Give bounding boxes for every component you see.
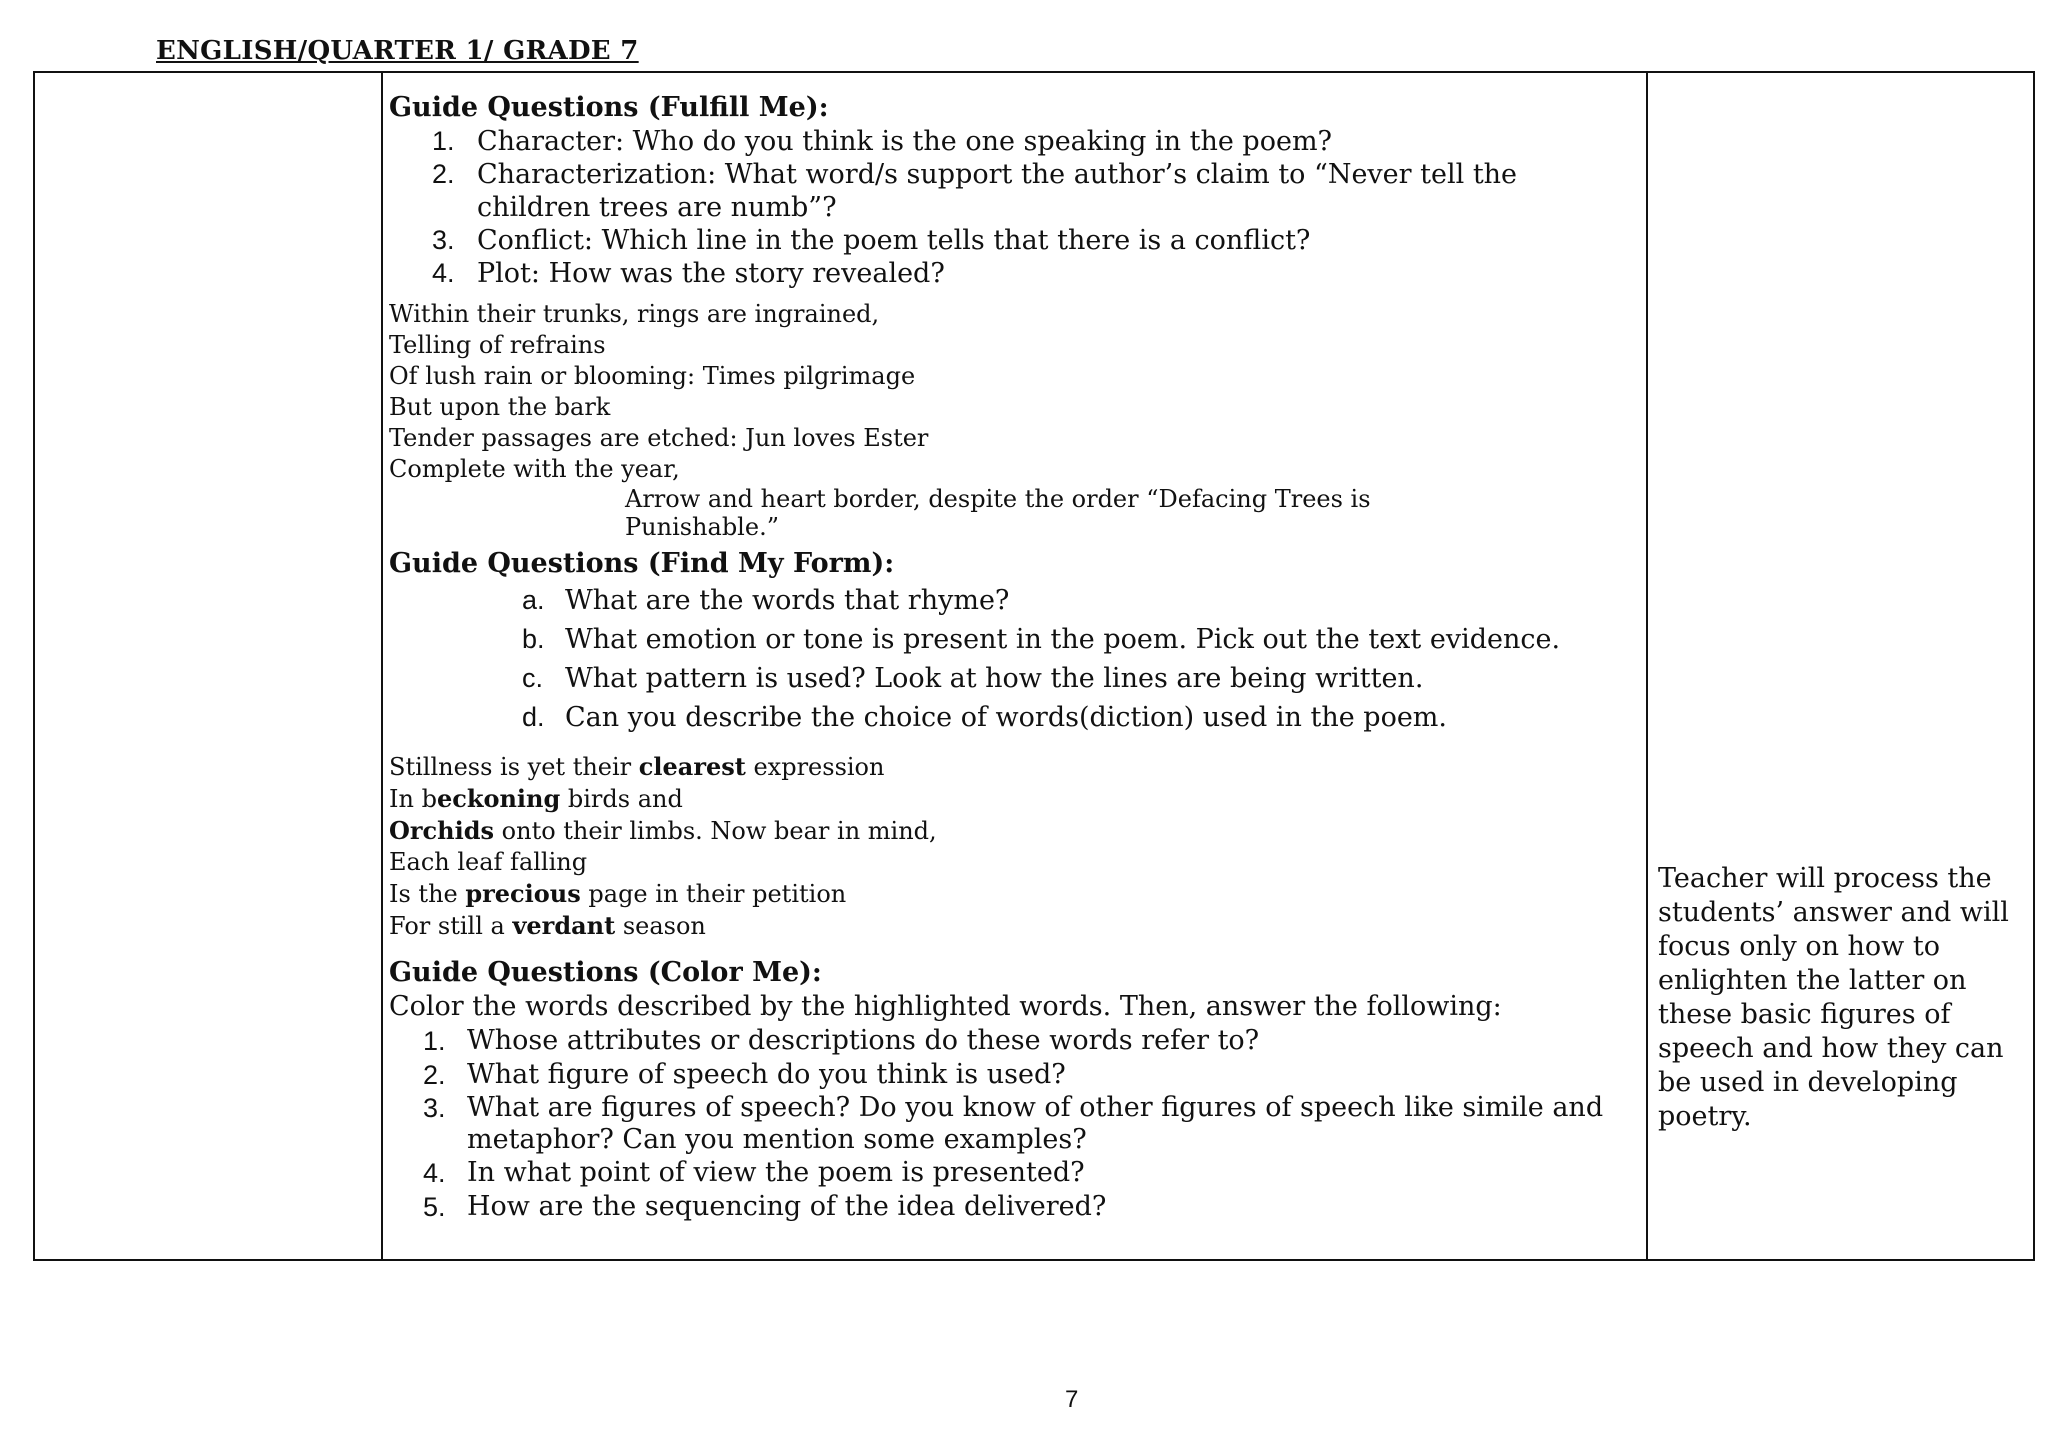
list-item: d. Can you describe the choice of words(diction) used in the poem. xyxy=(522,702,1447,733)
question-list-fulfill-me xyxy=(389,125,1629,290)
list-item: c. What pattern is used? Look at how the lines are being written. xyxy=(522,663,1424,694)
poem-line: Telling of refrains xyxy=(389,331,606,359)
poem-line: Arrow and heart border, despite the order “Defacing Trees is xyxy=(625,485,1371,513)
column-divider xyxy=(381,73,383,1259)
list-item: 3. What are figures of speech? Do you know of other figures of speech like simile and metaphor? Can you mention some examples? xyxy=(423,1092,1604,1155)
section-heading-find-my-form: Guide Questions (Find My Form): xyxy=(389,548,895,579)
poem-line: Complete with the year, xyxy=(389,455,680,483)
poem-line: Stillness is yet their clearest expression xyxy=(389,752,885,781)
list-item: 3. Conflict: Which line in the poem tells that there is a conflict? xyxy=(432,225,1311,256)
list-item: 2. What figure of speech do you think is used? xyxy=(423,1059,1066,1090)
poem-line: But upon the bark xyxy=(389,393,611,421)
poem-line: Is the precious page in their petition xyxy=(389,879,847,908)
page-number: 7 xyxy=(1065,1386,1079,1413)
list-item: 1. Character: Who do you think is the one speaking in the poem? xyxy=(432,126,1333,157)
column-divider xyxy=(1646,73,1648,1259)
list-item: a. What are the words that rhyme? xyxy=(522,585,1010,616)
poem-line: Each leaf falling xyxy=(389,848,588,876)
list-item: 4. In what point of view the poem is presented? xyxy=(423,1157,1085,1188)
poem-line: Punishable.” xyxy=(625,513,779,541)
question-list-color-me xyxy=(389,1024,1629,1224)
list-item: 4. Plot: How was the story revealed? xyxy=(432,258,945,289)
list-item: 1. Whose attributes or descriptions do these words refer to? xyxy=(423,1025,1260,1056)
poem-excerpt-1 xyxy=(389,299,1629,541)
lesson-table xyxy=(33,71,2035,1261)
list-item: 2. Characterization: What word/s support the author’s claim to “Never tell the children trees are numb”? xyxy=(432,159,1518,223)
section-heading-fulfill-me: Guide Questions (Fulfill Me): xyxy=(389,92,829,123)
poem-line: Of lush rain or blooming: Times pilgrimage xyxy=(389,362,916,390)
poem-line: In beckoning birds and xyxy=(389,784,683,813)
teacher-note: Teacher will process the students’ answer and will focus only on how to enlighten the latter on these basic figures of speech and how they can be used in developing poetry. xyxy=(1658,863,2009,1132)
list-item: b. What emotion or tone is present in the poem. Pick out the text evidence. xyxy=(522,624,1561,655)
poem-line: Tender passages are etched: Jun loves Ester xyxy=(389,424,929,452)
poem-line: For still a verdant season xyxy=(389,911,706,940)
document-header: ENGLISH/QUARTER 1/ GRADE 7 xyxy=(156,36,639,66)
section-heading-color-me: Guide Questions (Color Me): xyxy=(389,957,822,988)
poem-line: Within their trunks, rings are ingrained, xyxy=(389,300,880,328)
list-item: 5. How are the sequencing of the idea delivered? xyxy=(423,1191,1107,1222)
content-cell xyxy=(389,91,1629,1224)
poem-excerpt-2 xyxy=(389,751,1629,942)
question-list-find-my-form xyxy=(389,581,1629,737)
poem-line: Orchids onto their limbs. Now bear in mind, xyxy=(389,816,937,845)
section-intro: Color the words described by the highlighted words. Then, answer the following: xyxy=(389,991,1502,1022)
